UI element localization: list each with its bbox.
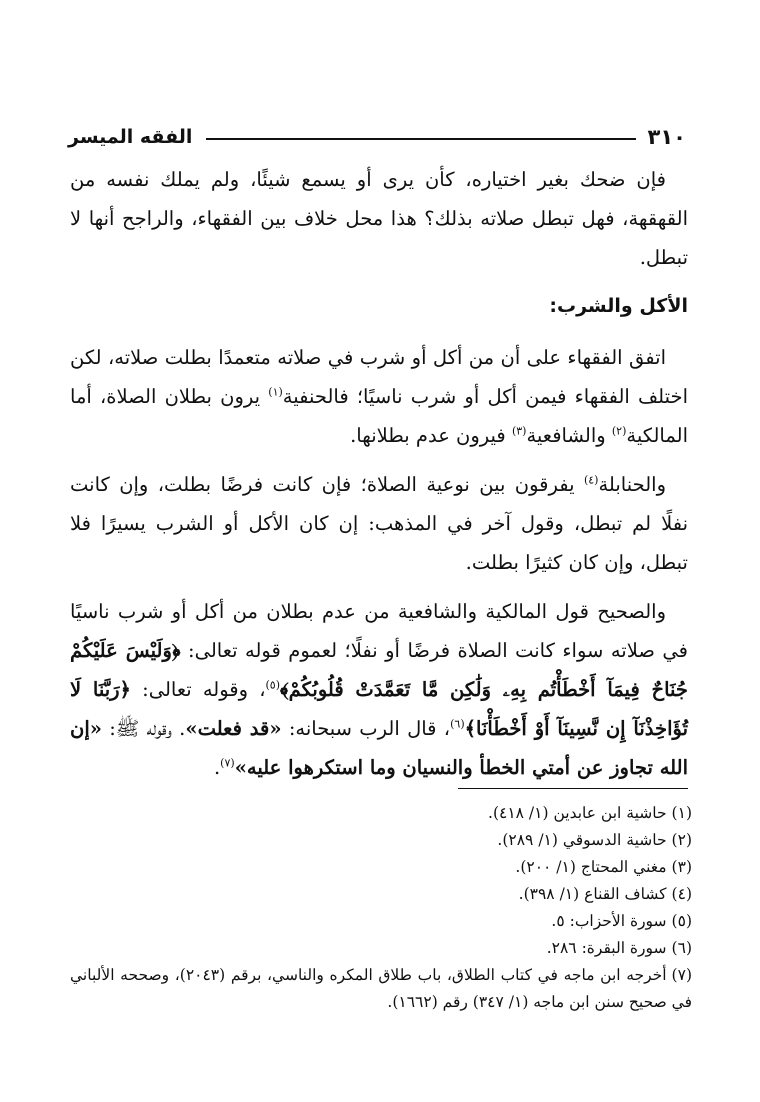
footnote-number: (٢) <box>671 831 692 849</box>
footnote-number: (٤) <box>671 885 692 903</box>
paragraph-text: فيرون عدم بطلانها. <box>350 424 512 447</box>
footnote-text: كشاف القناع (١/ ٣٩٨). <box>518 885 667 903</box>
footnote-ref[interactable]: (٢) <box>611 424 627 438</box>
quran-verse: ﴿وَلَيْسَ عَلَيْكُمْ جُنَاحٌ فِيمَآ أَخْطَأْتُم بِهِۦ وَلَٰكِن مَّا تَعَمَّدَتْ قُلُوبُكُمْ﴾ <box>70 639 688 701</box>
footnote-text: حاشية ابن عابدين (١/ ٤١٨). <box>488 804 667 822</box>
footnote-item <box>70 827 692 854</box>
footnote-separator <box>458 788 688 789</box>
paragraph-text: والشافعية <box>526 424 612 447</box>
footnote-item <box>70 908 692 935</box>
footnote-text: أخرجه ابن ماجه في كتاب الطلاق، باب طلاق المكره والناسي، برقم (٢٠٤٣)، وصححه الألباني في صحيح سنن ابن ماجه (١/ ٣٤٧) رقم (١٦٦٢). <box>70 966 692 1011</box>
paragraph-text: ، قال الرب سبحانه: <box>281 717 451 740</box>
footnote-ref[interactable]: (٤) <box>583 473 599 487</box>
footnote-text: مغني المحتاج (١/ ٢٠٠). <box>515 858 667 876</box>
footnote-number: (٥) <box>671 912 692 930</box>
paragraph-eating-agreement <box>70 338 688 455</box>
paragraph-laughter <box>70 160 688 277</box>
main-text <box>70 160 688 797</box>
paragraph-text: اتفق الفقهاء على أن من أكل أو شرب في صلاته متعمدًا بطلت صلاته، لكن اختلف الفقهاء فيمن أكل أو شرب ناسيًا؛ فالحنفية <box>70 346 688 408</box>
paragraph-text: والصحيح قول المالكية والشافعية من عدم بطلان من أكل أو شرب ناسيًا في صلاته سواء كانت الصلاة فرضًا أو نفلًا؛ لعموم قوله تعالى: <box>70 600 688 662</box>
footnote-number: (١) <box>671 804 692 822</box>
footnote-ref[interactable]: (٦) <box>450 717 465 731</box>
paragraph-text: ، وقوله تعالى: <box>130 678 266 701</box>
footnotes-list <box>70 800 692 1016</box>
footnote-ref[interactable]: (٧) <box>220 756 235 770</box>
footnote-item <box>70 881 692 908</box>
divine-quote: «قد فعلت» <box>185 717 282 740</box>
paragraph-hanbali-view <box>70 465 688 582</box>
footnote-text: سورة الأحزاب: ٥. <box>551 912 667 930</box>
paragraph-text: فإن ضحك بغير اختياره، كأن يرى أو يسمع شيئًا، ولم يملك نفسه من القهقهة، فهل تبطل صلاته بذلك؟ هذا محل خلاف بين الفقهاء، والراجح أنها لا تبطل. <box>70 168 688 269</box>
footnote-number: (٧) <box>671 966 692 984</box>
footnote-text: حاشية الدسوقي (١/ ٢٨٩). <box>497 831 667 849</box>
footnote-ref[interactable]: (٥) <box>265 678 281 692</box>
footnote-item <box>70 962 692 1016</box>
header-rule <box>206 138 635 140</box>
paragraph-correct-view <box>70 592 688 787</box>
paragraph-text: يفرقون بين نوعية الصلاة؛ فإن كانت فرضًا بطلت، وإن كانت نفلًا لم تبطل، وقول آخر في المذهب: إن كان الأكل أو الشرب يسيرًا فلا تبطل، وإن كان كثيرًا بطلت. <box>70 473 688 574</box>
footnote-item <box>70 854 692 881</box>
paragraph-text: والحنابلة <box>598 473 666 496</box>
footnote-ref[interactable]: (١) <box>268 385 283 399</box>
footnote-ref[interactable]: (٣) <box>511 424 527 438</box>
footnote-number: (٣) <box>671 858 692 876</box>
paragraph-text: . <box>213 756 221 779</box>
book-title: الفقه الميسر <box>68 126 193 148</box>
footnote-item <box>70 800 692 827</box>
page-number: ٣١٠ <box>647 125 686 149</box>
hadith-quote: «إن الله تجاوز عن أمتي الخطأ والنسيان وما استكرهوا عليه» <box>70 717 688 779</box>
quran-verse: ﴿رَبَّنَا لَا تُؤَاخِذْنَآ إِن نَّسِينَآ أَوْ أَخْطَأْنَا﴾ <box>70 678 689 740</box>
footnote-item <box>70 935 692 962</box>
footnote-text: سورة البقرة: ٢٨٦. <box>546 939 667 957</box>
running-header <box>68 122 686 152</box>
paragraph-text: يرون بطلان الصلاة، أما المالكية <box>70 385 688 447</box>
footnote-number: (٦) <box>671 939 692 957</box>
section-heading: الأكل والشرب: <box>549 295 688 317</box>
paragraph-text: . وقوله ﷺ: <box>101 717 186 740</box>
